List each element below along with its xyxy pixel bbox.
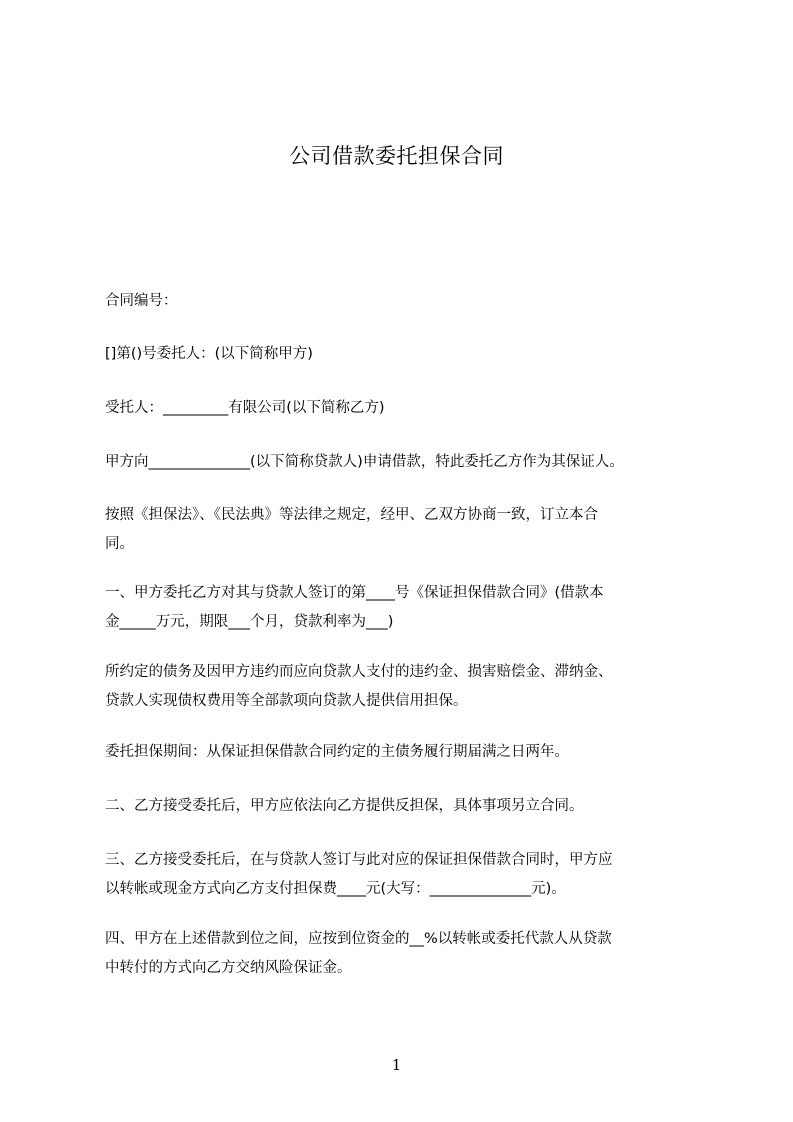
paragraph-line: 甲方向______________(以下简称贷款人)申请借款，特此委托乙方作为其保证人。 bbox=[105, 454, 624, 470]
paragraph-line: 二、乙方接受委托后，甲方应依法向乙方提供反担保，具体事项另立合同。 bbox=[105, 798, 584, 814]
paragraph-contract-number bbox=[105, 287, 705, 316]
paragraph-clause-3 bbox=[105, 846, 705, 904]
paragraph-line: 以转帐或现金方式向乙方支付担保费____元(大写：______________元)。 bbox=[105, 881, 566, 897]
paragraph-line: 所约定的债务及因甲方违约而应向贷款人支付的违约金、损害赔偿金、滞纳金、 bbox=[105, 664, 613, 680]
paragraph-line: 同。 bbox=[105, 536, 134, 552]
paragraph-clause-1-continued bbox=[105, 658, 705, 716]
paragraph-line: 委托担保期间：从保证担保借款合同约定的主债务履行期届满之日两年。 bbox=[105, 744, 569, 760]
paragraph-line: 受托人：_________有限公司(以下简称乙方) bbox=[105, 400, 385, 416]
paragraph-legal-basis bbox=[105, 501, 705, 559]
paragraph-line: 按照《担保法》、《民法典》等法律之规定，经甲、乙双方协商一致，订立本合 bbox=[105, 507, 598, 523]
paragraph-application bbox=[105, 448, 705, 477]
page-number: 1 bbox=[391, 1056, 402, 1074]
paragraph-line: 合同编号： bbox=[105, 293, 178, 309]
paragraph-line: 四、甲方在上述借款到位之间，应按到位资金的__%以转帐或委托代款人从贷款 bbox=[105, 931, 612, 947]
paragraph-line: 金_____万元，期限___个月，贷款利率为___) bbox=[105, 614, 394, 630]
paragraph-line: 中转付的方式向乙方交纳风险保证金。 bbox=[105, 960, 352, 976]
paragraph-line: 三、乙方接受委托后，在与贷款人签订与此对应的保证担保借款合同时，甲方应 bbox=[105, 852, 613, 868]
paragraph-line: 一、甲方委托乙方对其与贷款人签订的第____号《保证担保借款合同》(借款本 bbox=[105, 585, 604, 601]
paragraph-clause-2 bbox=[105, 792, 705, 821]
paragraph-principal bbox=[105, 340, 705, 369]
paragraph-trustee bbox=[105, 394, 705, 423]
paragraph-line: 贷款人实现债权费用等全部款项向贷款人提供信用担保。 bbox=[105, 693, 468, 709]
document-title: 公司借款委托担保合同 bbox=[289, 144, 504, 168]
paragraph-clause-4 bbox=[105, 925, 705, 983]
paragraph-guarantee-period bbox=[105, 738, 705, 767]
paragraph-clause-1 bbox=[105, 579, 705, 637]
paragraph-line: []第()号委托人：(以下简称甲方) bbox=[105, 346, 313, 362]
